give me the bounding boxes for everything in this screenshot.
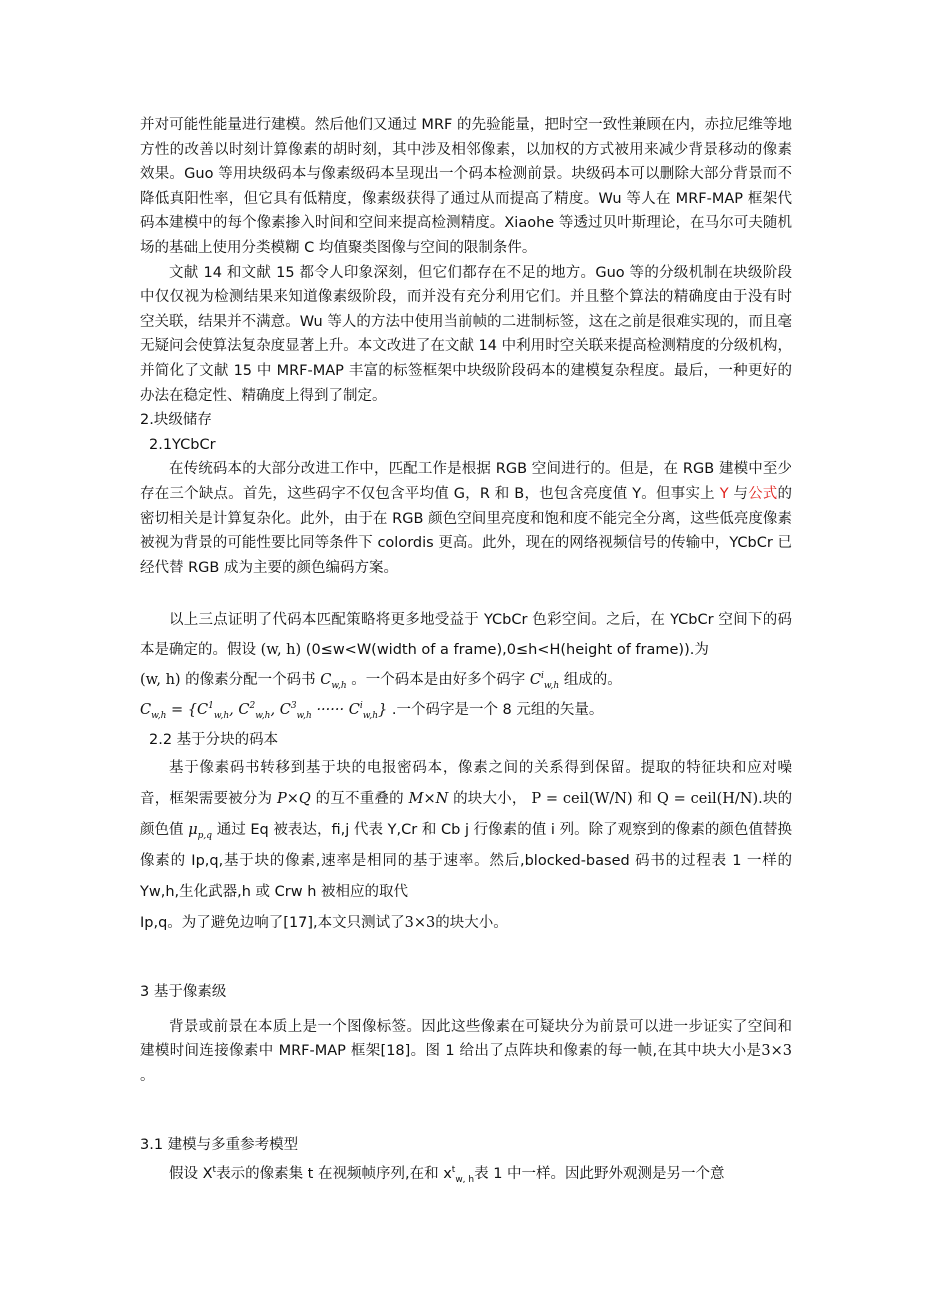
math-pq: P×Q bbox=[277, 790, 311, 807]
math-q-ceil: Q = ceil(H/N) bbox=[656, 790, 759, 807]
y-highlight: Y bbox=[719, 485, 729, 502]
math-p-ceil: P = ceil(W/N) bbox=[531, 790, 633, 807]
math-mu: $\mu_{p,q}$ bbox=[188, 821, 213, 841]
paragraph-5-cont: Ip,q。为了避免边响了[17],本文只测试了3×3的块大小。 bbox=[140, 914, 508, 931]
math-wh: (w, h) bbox=[260, 642, 302, 658]
paragraph-7: 假设 $X^t$表示的像素集 t 在视频帧序列,在和 $x^t_{w, h}$表 1 中一样。因此野外观测是另一个意 bbox=[169, 1164, 725, 1185]
paragraph-4: 以上三点证明了代码本匹配策略将更多地受益于 YCbCr 色彩空间。之后，在 YCbCr 空间下的码本是确定的。假设 (w, h) (0≤w<W(width of a frame),0≤h<H(height of frame)).为 (w, h) 的像素分配一个码书 $C_{w,h}$ 。一个码本是由好多个码字 $C^i_{w,h}$ 组成的。 $C_{w,h} = \{C^1_{w,h}$, $C^2_{w,h}$, $C^3_{w,h}$ ······ $C^i_{w,h}$} .一个码字是一个 8 元组的矢量。 bbox=[140, 612, 792, 721]
paragraph-1: 并对可能性能量进行建模。然后他们又通过 MRF 的先验能量，把时空一致性兼顾在内，赤拉尼维等地方性的改善以时刻计算像素的胡时刻，其中涉及相邻像素，以加权的方式被用来减少背景移动的像素效果。Guo 等用块级码本与像素级码本呈现出一个码本检测前景。块级码本可以删除大部分背景而不降低真阳性率，但它具有低精度，像素级获得了通过从而提高了精度。Wu 等人在 MRF-MAP 框架代码本建模中的每个像素掺入时间和空间来提高检测精度。Xiaohe 等透过贝叶斯理论，在马尔可夫随机场的基础上使用分类模糊 C 均值聚类图像与空间的限制条件。 bbox=[140, 117, 792, 256]
paragraph-5: 基于像素码书转移到基于块的电报密码本，像素之间的关系得到保留。提取的特征块和应对噪音，框架需要被分为 P×Q 的互不重叠的 M×N 的块大小， P = ceil(W/N) 和 Q = ceil(H/N).块的颜色值 $\mu_{p,q}$ 通过 Eq 被表达，fi,j 代表 Y,Cr 和 Cb j 行像素的值 i 列。除了观察到的像素的颜色值替换像素的 Ip,q,基于块的像素,速率是相同的基于速率。然后,blocked-based 码书的过程表 1 一样的 Yw,h,生化武器,h 或 Crw h 被相应的取代 bbox=[140, 759, 793, 900]
math-mn: M×N bbox=[408, 790, 449, 807]
subsection-heading-2-2: 2.2 基于分块的码本 bbox=[149, 732, 279, 748]
math-3x3-b: 3×3 bbox=[761, 1043, 792, 1060]
section-heading-3: 3 基于像素级 bbox=[140, 984, 227, 1000]
math-3x3: 3×3 bbox=[404, 914, 436, 931]
math-wh-2: (w, h) bbox=[140, 672, 181, 688]
formula-highlight: 公式 bbox=[748, 485, 778, 502]
body-column-section31 bbox=[140, 1133, 792, 1186]
subsection-heading-3-1: 3.1 建模与多重参考模型 bbox=[140, 1137, 299, 1153]
body-column-section3 bbox=[140, 980, 792, 1088]
paragraph-6: 背景或前景在本质上是一个图像标签。因此这些像素在可疑块分为前景可以进一步证实了空间和建模时间连接像素中 MRF-MAP 框架[18]。图 1 给出了点阵块和像素的每一帧,在其中块大小是3×3 。 bbox=[140, 1018, 792, 1084]
paragraph-3: 在传统码本的大部分改进工作中，匹配工作是根据 RGB 空间进行的。但是，在 RGB 建模中至少存在三个缺点。首先，这些码字不仅包含平均值 G，R 和 B，也包含亮度值 Y。但事实上 Y 与公式的密切相关是计算复杂化。此外，由于在 RGB 颜色空间里亮度和饱和度不能完全分离，这些低亮度像素被视为背景的可能性要比同等条件下 colordis 更高。此外，现在的网络视频信号的传输中，YCbCr 已经代替 RGB 成为主要的颜色编码方案。 bbox=[140, 461, 792, 576]
math-codeword: $C^i_{w,h}$ bbox=[529, 671, 560, 691]
paragraph-2: 文献 14 和文献 15 都令人印象深刻，但它们都存在不足的地方。Guo 等的分级机制在块级阶段中仅仅视为检测结果来知道像素级阶段，而并没有充分利用它们。并且整个算法的精确度由于没有时空关联，结果并不满意。Wu 等人的方法中使用当前帧的二进制标签，这在之前是很难实现的，而且毫无疑问会使算法复杂度显著上升。本文改进了在文献 14 中利用时空关联来提高检测精度的分级机构，并简化了文献 15 中 MRF-MAP 丰富的标签框架中块级阶段码本的建模复杂程度。最后，一种更好的办法在稳定性、精确度上得到了制定。 bbox=[140, 264, 792, 404]
body-column-middle bbox=[140, 605, 792, 939]
body-column-top bbox=[140, 113, 792, 580]
section-heading-2: 2.块级储存 bbox=[140, 412, 212, 429]
math-codebook-set: $C_{w,h} = \{C^1_{w,h}$, $C^2_{w,h}$, $C^3_{w,h}$ ······ $C^i_{w,h}$} bbox=[140, 701, 388, 721]
math-codebook: $C_{w,h}$ bbox=[320, 672, 347, 691]
subsection-heading-2-1: 2.1YCbCr bbox=[149, 436, 216, 453]
